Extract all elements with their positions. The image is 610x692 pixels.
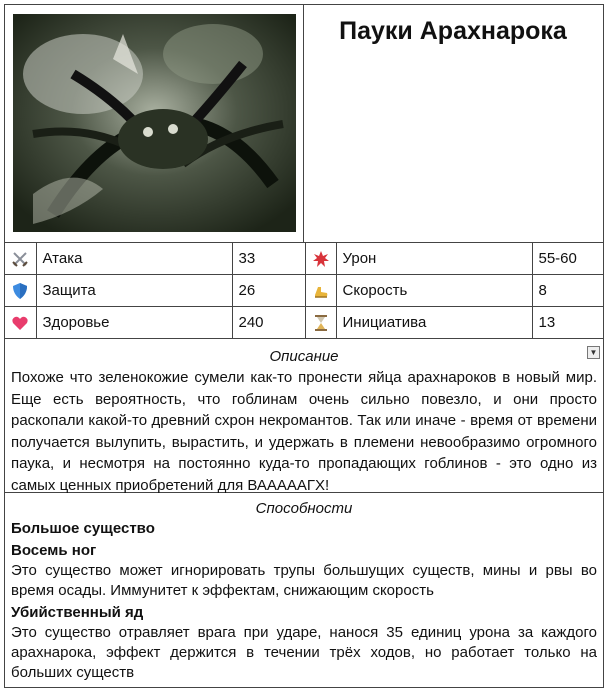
- stat-value-initiative: 13: [532, 307, 603, 339]
- ability-name: Восемь ног: [11, 542, 97, 559]
- abilities-section: [5, 494, 603, 683]
- ability-text: Это существо может игнорировать трупы большущих существ, мины и рвы во время осады. Иммунитет к эффектам, снижающим скорость: [11, 562, 597, 599]
- unit-portrait: [5, 5, 304, 242]
- ability-text: Это существо отравляет врага при ударе, нанося 35 единиц урона за каждого арахнарока, эффект держится в течении трёх ходов, но работает только на больших существ: [11, 624, 597, 681]
- stat-label-damage: Урон: [336, 243, 532, 275]
- description-text: Похоже что зеленокожие сумели как-то пронести яйца арахнароков в новый мир. Еще есть вероятность, что гоблинам очень сильно повезло, и они просто раскопали какой-то древний схрон некромантов. Так или иначе - время от времени получается вылупить, вырастить, и удержать в племени невообразимо огромного паука, и несмотря на постоянно куда-то пропадающих гоблинов - это одно из самых ценных приобретений для ВАААААГХ!: [11, 369, 597, 494]
- damage-cell-icon: [305, 243, 336, 275]
- speed-cell-icon: [305, 275, 336, 307]
- ability-name: Большое существо: [11, 520, 155, 537]
- description-section: [5, 342, 603, 493]
- stat-value-attack: 33: [232, 243, 305, 275]
- speed-boot-icon: [312, 282, 330, 300]
- defense-cell-icon: [5, 275, 36, 307]
- unit-card: [4, 4, 604, 688]
- crossed-swords-icon: [11, 250, 29, 268]
- stat-label-health: Здоровье: [36, 307, 232, 339]
- attack-cell-icon: [5, 243, 36, 275]
- stats-table: [5, 242, 603, 339]
- stat-label-defense: Защита: [36, 275, 232, 307]
- health-cell-icon: [5, 307, 36, 339]
- card-header: [5, 5, 603, 243]
- stat-value-speed: 8: [532, 275, 603, 307]
- dropdown-toggle-icon[interactable]: ▼: [587, 346, 600, 359]
- stat-label-speed: Скорость: [336, 275, 532, 307]
- initiative-cell-icon: [305, 307, 336, 339]
- spider-portrait-image: [13, 14, 296, 232]
- abilities-heading: Способности: [255, 500, 353, 517]
- stats-row: [5, 275, 603, 307]
- stats-row: [5, 307, 603, 339]
- stat-label-initiative: Инициатива: [336, 307, 532, 339]
- stats-row: [5, 243, 603, 275]
- ability-name: Убийственный яд: [11, 604, 144, 621]
- shield-icon: [11, 282, 29, 300]
- stat-value-defense: 26: [232, 275, 305, 307]
- unit-title: Пауки Арахнарока: [339, 17, 567, 45]
- heart-icon: [11, 314, 29, 332]
- stat-value-damage: 55-60: [532, 243, 603, 275]
- stat-label-attack: Атака: [36, 243, 232, 275]
- description-heading: Описание: [269, 348, 339, 365]
- hourglass-icon: [312, 314, 330, 332]
- damage-burst-icon: [312, 250, 330, 268]
- stat-value-health: 240: [232, 307, 305, 339]
